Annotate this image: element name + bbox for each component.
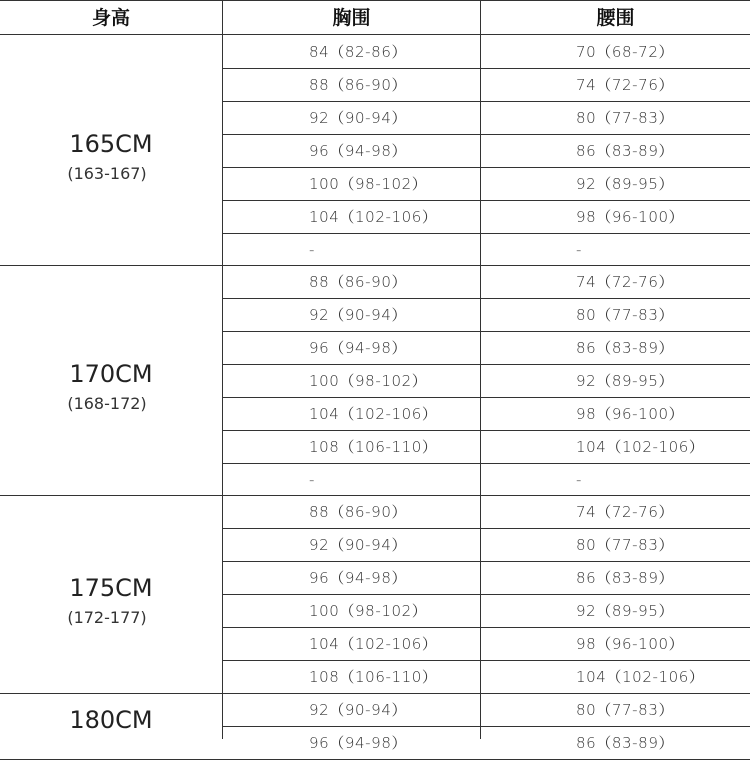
- chest-cell: 100（98-102）: [309, 602, 428, 620]
- header-chest: 胸围: [332, 7, 371, 29]
- waist-cell: -: [576, 241, 583, 259]
- chest-cell: 84（82-86）: [309, 43, 408, 61]
- waist-cell: -: [576, 471, 583, 489]
- waist-cell: 80（77-83）: [576, 306, 675, 324]
- chest-cell: 96（94-98）: [309, 569, 408, 587]
- waist-cell: 92（89-95）: [576, 602, 675, 620]
- height-range: (172-177): [67, 608, 147, 627]
- column-divider-1: [222, 0, 223, 739]
- waist-cell: 86（83-89）: [576, 734, 675, 752]
- chest-cell: 92（90-94）: [309, 306, 408, 324]
- chest-cell: 88（86-90）: [309, 76, 408, 94]
- waist-cell: 98（96-100）: [576, 208, 685, 226]
- waist-cell: 86（83-89）: [576, 569, 675, 587]
- chest-cell: 92（90-94）: [309, 536, 408, 554]
- chest-cell: 96（94-98）: [309, 734, 408, 752]
- waist-cell: 92（89-95）: [576, 175, 675, 193]
- chest-cell: 96（94-98）: [309, 142, 408, 160]
- height-value: 175CM: [69, 574, 153, 602]
- waist-cell: 86（83-89）: [576, 142, 675, 160]
- chest-cell: 92（90-94）: [309, 109, 408, 127]
- chest-cell: 88（86-90）: [309, 273, 408, 291]
- waist-cell: 104（102-106）: [576, 438, 705, 456]
- height-value: 170CM: [69, 360, 153, 388]
- header-height: 身高: [91, 7, 130, 29]
- waist-cell: 92（89-95）: [576, 372, 675, 390]
- chest-cell: 108（106-110）: [309, 438, 438, 456]
- waist-cell: 80（77-83）: [576, 701, 675, 719]
- chest-cell: -: [309, 241, 316, 259]
- height-range: (168-172): [67, 394, 147, 413]
- row-divider: [223, 463, 750, 464]
- chest-cell: 100（98-102）: [309, 175, 428, 193]
- table-top-border: [0, 0, 750, 1]
- row-divider: [223, 233, 750, 234]
- waist-cell: 70（68-72）: [576, 43, 675, 61]
- waist-cell: 80（77-83）: [576, 536, 675, 554]
- height-range: (163-167): [67, 163, 147, 183]
- chest-cell: 104（102-106）: [309, 635, 438, 653]
- waist-cell: 98（96-100）: [576, 635, 685, 653]
- chest-cell: -: [309, 471, 316, 489]
- chest-cell: 100（98-102）: [309, 372, 428, 390]
- waist-cell: 80（77-83）: [576, 109, 675, 127]
- chest-cell: 104（102-106）: [309, 405, 438, 423]
- chest-cell: 108（106-110）: [309, 668, 438, 686]
- waist-cell: 74（72-76）: [576, 76, 675, 94]
- height-range: [0, 739, 214, 761]
- chest-cell: 92（90-94）: [309, 701, 408, 719]
- column-divider-2: [480, 0, 481, 739]
- chest-cell: 104（102-106）: [309, 208, 438, 226]
- chest-cell: 88（86-90）: [309, 503, 408, 521]
- height-value: 180CM: [69, 706, 153, 734]
- waist-cell: 74（72-76）: [576, 273, 675, 291]
- waist-cell: 98（96-100）: [576, 405, 685, 423]
- chest-cell: 96（94-98）: [309, 339, 408, 357]
- waist-cell: 104（102-106）: [576, 668, 705, 686]
- waist-cell: 86（83-89）: [576, 339, 675, 357]
- waist-cell: 74（72-76）: [576, 503, 675, 521]
- header-waist: 腰围: [596, 7, 635, 29]
- height-value: 165CM: [69, 129, 153, 158]
